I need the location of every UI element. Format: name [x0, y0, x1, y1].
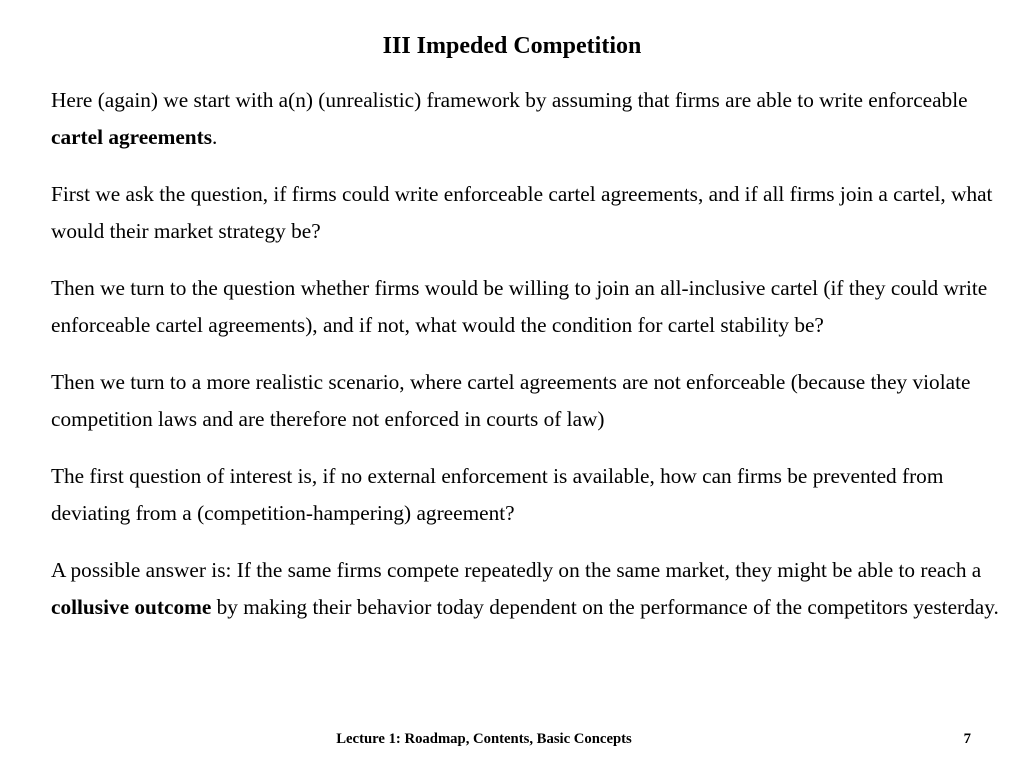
- slide-title: III Impeded Competition: [382, 33, 642, 59]
- paragraph-cartel-stability: Then we turn to the question whether firms would be willing to join an all-inclusive cartel (if they could write enforceable cartel agreements), and if not, what would the condition for cartel stability be?: [51, 276, 988, 337]
- footer-lecture-title: Lecture 1: Roadmap, Contents, Basic Concepts: [336, 731, 632, 747]
- paragraph-realistic-scenario: Then we turn to a more realistic scenario, where cartel agreements are not enforceable (because they violate competition laws and are therefore not enforced in courts of law): [51, 370, 971, 431]
- bold-term-collusive-outcome: collusive outcome: [51, 595, 212, 619]
- footer-page-number: 7: [963, 731, 971, 747]
- paragraph-text: .: [212, 125, 218, 149]
- paragraph-text: by making their behavior today dependent on the performance of the competitors yesterday.: [211, 595, 999, 619]
- paragraph-market-strategy: First we ask the question, if firms could write enforceable cartel agreements, and if all firms join a cartel, what would their market strategy be?: [51, 182, 993, 243]
- bold-term-cartel-agreements: cartel agreements: [51, 125, 213, 149]
- paragraph-text: A possible answer is: If the same firms compete repeatedly on the same market, they might be able to reach a: [51, 558, 982, 582]
- slide-body: [51, 82, 1001, 646]
- paragraph-collusive-outcome: [51, 552, 1001, 626]
- paragraph-text: Here (again) we start with a(n) (unrealistic) framework by assuming that firms are able to write enforceable: [51, 88, 968, 112]
- paragraph-cartel-agreements: [51, 82, 1001, 156]
- paragraph-external-enforcement: The first question of interest is, if no external enforcement is available, how can firms be prevented from deviating from a (competition-hampering) agreement?: [51, 464, 944, 525]
